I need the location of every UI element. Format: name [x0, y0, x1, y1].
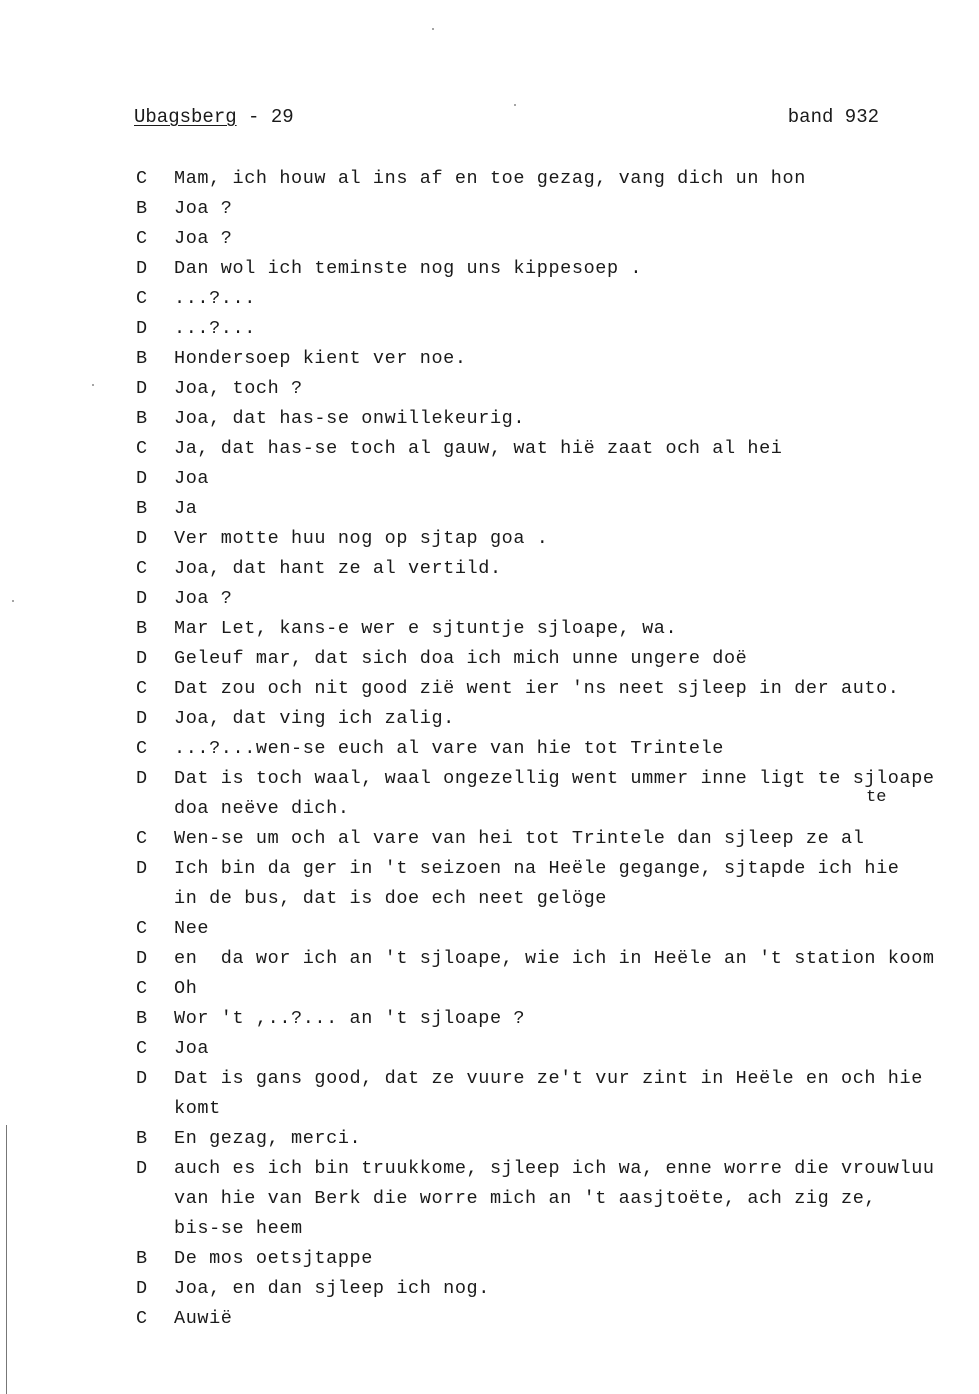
speaker-label: D	[136, 648, 148, 669]
transcript-turn	[136, 1154, 979, 1244]
scan-speck	[92, 384, 94, 386]
speaker-label: D	[136, 1158, 148, 1179]
scan-speck	[432, 28, 434, 30]
scan-speck	[514, 104, 516, 106]
transcript-turn	[136, 614, 979, 644]
speaker-label: C	[136, 558, 148, 579]
speaker-label: D	[136, 1068, 148, 1089]
speaker-label: D	[136, 588, 148, 609]
handwritten-correction: te	[866, 788, 887, 807]
utterance-text: Dat zou och nit good zië went ier 'ns neet sjleep in der auto.	[174, 678, 900, 699]
transcript-turn	[136, 164, 979, 194]
utterance-text: Auwië	[174, 1308, 233, 1329]
utterance-text: Hondersoep kient ver noe.	[174, 348, 467, 369]
transcript-turn	[136, 584, 979, 614]
utterance-text: Joa, dat hant ze al vertild.	[174, 558, 502, 579]
utterance-text: Dat is gans good, dat ze vuure ze't vur zint in Heële en och hie komt	[174, 1068, 923, 1119]
speaker-label: C	[136, 678, 148, 699]
transcript-turn	[136, 524, 979, 554]
transcript-turn	[136, 1004, 979, 1034]
speaker-label: C	[136, 228, 148, 249]
speaker-label: C	[136, 438, 148, 459]
transcript-turn	[136, 434, 979, 464]
speaker-label: D	[136, 468, 148, 489]
speaker-label: C	[136, 738, 148, 759]
utterance-text: Mar Let, kans-e wer e sjtuntje sjloape, wa.	[174, 618, 678, 639]
utterance-text: en da wor ich an 't sjloape, wie ich in Heële an 't station koom	[174, 948, 935, 969]
transcript-turn	[136, 644, 979, 674]
left-margin-mark	[6, 1125, 7, 1394]
header-band: band 932	[787, 106, 879, 128]
utterance-text: ...?...wen-se euch al vare van hie tot Trintele	[174, 738, 724, 759]
transcript-turn	[136, 254, 979, 284]
speaker-label: B	[136, 498, 148, 519]
utterance-text: En gezag, merci.	[174, 1128, 362, 1149]
speaker-label: B	[136, 1128, 148, 1149]
speaker-label: C	[136, 168, 148, 189]
utterance-text: Mam, ich houw al ins af en toe gezag, vang dich un hon	[174, 168, 806, 189]
utterance-text: Ich bin da ger in 't seizoen na Heële gegange, sjtapde ich hie in de bus, dat is doe ech neet gelöge	[174, 858, 900, 909]
transcript-turn	[136, 1124, 979, 1154]
speaker-label: D	[136, 258, 148, 279]
utterance-text: Joa ?	[174, 228, 233, 249]
speaker-label: B	[136, 408, 148, 429]
transcript-turn	[136, 1304, 979, 1334]
utterance-text: Joa	[174, 468, 210, 489]
utterance-text: Nee	[174, 918, 210, 939]
transcript	[136, 164, 979, 1334]
speaker-label: C	[136, 288, 148, 309]
utterance-text: De mos oetsjtappe	[174, 1248, 373, 1269]
transcript-turn	[136, 824, 979, 854]
speaker-label: D	[136, 528, 148, 549]
utterance-text: Joa, dat has-se onwillekeurig.	[174, 408, 526, 429]
utterance-text: Dan wol ich teminste nog uns kippesoep .	[174, 258, 643, 279]
utterance-text: Oh	[174, 978, 198, 999]
speaker-label: C	[136, 918, 148, 939]
utterance-text: Joa, dat ving ich zalig.	[174, 708, 455, 729]
utterance-text: Joa	[174, 1038, 210, 1059]
header-place: Ubagsberg	[134, 106, 237, 128]
transcript-turn	[136, 344, 979, 374]
transcript-turn	[136, 314, 979, 344]
speaker-label: D	[136, 858, 148, 879]
utterance-text: ...?...	[174, 288, 256, 309]
speaker-label: B	[136, 618, 148, 639]
transcript-turn	[136, 704, 979, 734]
transcript-turn	[136, 1064, 979, 1124]
speaker-label: D	[136, 948, 148, 969]
utterance-text: Joa, en dan sjleep ich nog.	[174, 1278, 490, 1299]
utterance-text: Joa ?	[174, 198, 233, 219]
utterance-text: Geleuf mar, dat sich doa ich mich unne ungere doë	[174, 648, 748, 669]
transcript-turn	[136, 194, 979, 224]
utterance-text: Wen-se um och al vare van hei tot Trintele dan sjleep ze al	[174, 828, 865, 849]
transcript-turn	[136, 224, 979, 254]
utterance-text: Dat is toch waal, waal ongezellig went ummer inne ligt te sjloape doa neëve dich.	[174, 768, 935, 819]
speaker-label: C	[136, 978, 148, 999]
transcript-turn	[136, 914, 979, 944]
transcript-turn	[136, 284, 979, 314]
header-page-number: 29	[270, 106, 294, 128]
utterance-text: Joa ?	[174, 588, 233, 609]
transcript-turn	[136, 494, 979, 524]
speaker-label: B	[136, 1248, 148, 1269]
utterance-text: Ver motte huu nog op sjtap goa .	[174, 528, 549, 549]
utterance-text: auch es ich bin truukkome, sjleep ich wa, enne worre die vrouwluu van hie van Berk die worre mich an 't aasjtoëte, ach zig ze, bis-se heem	[174, 1158, 935, 1239]
transcript-turn	[136, 554, 979, 584]
header-separator: -	[236, 106, 271, 128]
speaker-label: D	[136, 708, 148, 729]
speaker-label: D	[136, 378, 148, 399]
transcript-turn	[136, 764, 979, 824]
speaker-label: B	[136, 198, 148, 219]
scan-speck	[12, 600, 14, 602]
header-title	[134, 104, 294, 130]
transcript-turn	[136, 674, 979, 704]
transcript-turn	[136, 464, 979, 494]
transcript-turn	[136, 974, 979, 1004]
transcript-turn	[136, 374, 979, 404]
transcript-turn	[136, 944, 979, 974]
speaker-label: D	[136, 318, 148, 339]
transcript-turn	[136, 854, 979, 914]
transcript-turn	[136, 734, 979, 764]
utterance-text: Wor 't ,..?... an 't sjloape ?	[174, 1008, 526, 1029]
page-header	[134, 104, 879, 130]
transcript-turn	[136, 1034, 979, 1064]
speaker-label: D	[136, 1278, 148, 1299]
utterance-text: Joa, toch ?	[174, 378, 303, 399]
utterance-text: ...?...	[174, 318, 256, 339]
speaker-label: C	[136, 1038, 148, 1059]
speaker-label: B	[136, 1008, 148, 1029]
speaker-label: C	[136, 828, 148, 849]
utterance-text: Ja	[174, 498, 198, 519]
speaker-label: D	[136, 768, 148, 789]
speaker-label: C	[136, 1308, 148, 1329]
transcript-turn	[136, 404, 979, 434]
transcript-turn	[136, 1274, 979, 1304]
transcript-turn	[136, 1244, 979, 1274]
speaker-label: B	[136, 348, 148, 369]
utterance-text: Ja, dat has-se toch al gauw, wat hië zaat och al hei	[174, 438, 783, 459]
